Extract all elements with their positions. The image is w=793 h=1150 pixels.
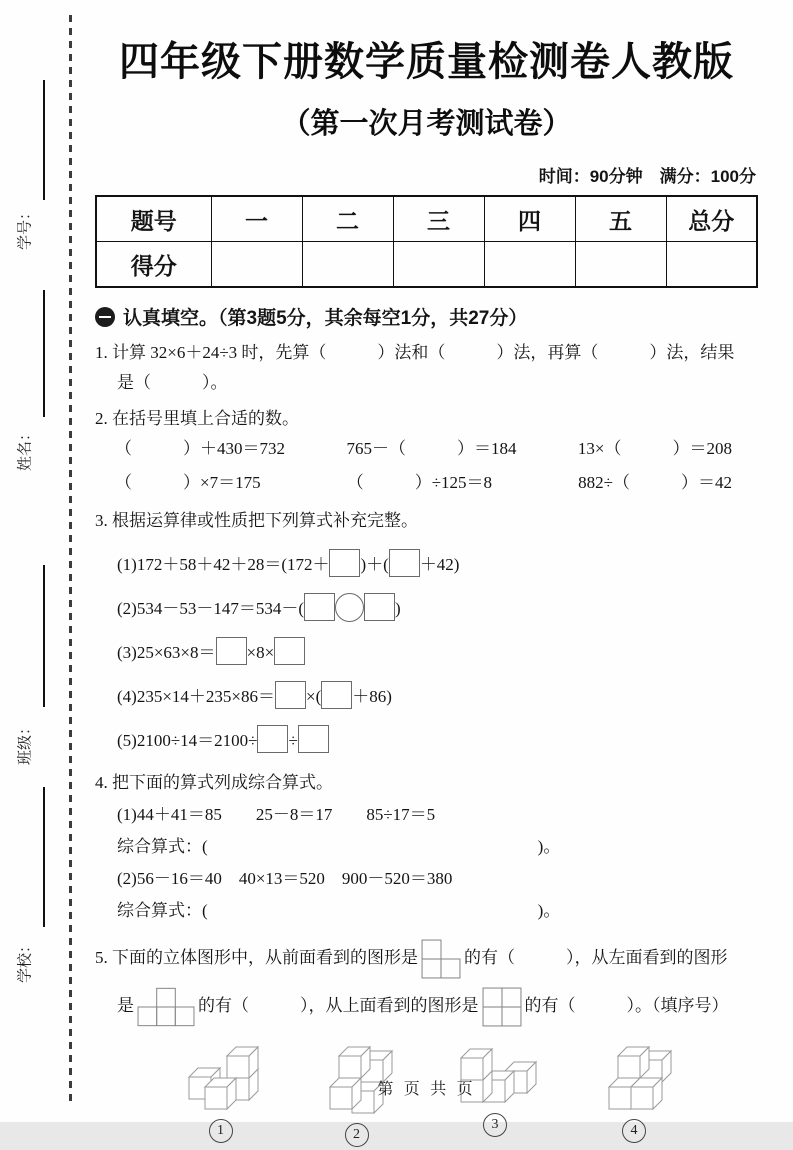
answer-box [321,681,352,709]
answer-box [274,637,305,665]
score-header-cell: 一 [211,196,302,242]
q5-seg5: 的有（ ）。（填序号） [524,996,729,1015]
q3-i5-seg1: (5)2100÷14＝2100÷ [117,731,258,750]
question-5-line-2 [95,982,758,1030]
name-label: 姓名： [17,426,34,472]
q4-equations-2: (2)56－16＝40 40×13＝520 900－520＝380 [117,869,453,888]
answer-box [329,549,360,577]
question-1-line-2: 是（ ）。 [117,373,228,392]
section-1-header [95,303,758,330]
q5-seg4: 的有（ ），从上面看到的图形是 [198,996,479,1015]
answer-box [304,593,335,621]
answer-box [216,637,247,665]
q4-answer-label: 综合算式：( [117,901,208,920]
question-1 [95,338,758,398]
answer-box [364,593,395,621]
q2-expression: 765－（ ）＝184 [346,439,517,458]
score-cell [211,242,302,288]
question-4 [95,768,758,926]
score-header-cell: 二 [302,196,393,242]
binding-dashed-line [69,15,72,1107]
q3-item-2 [95,593,758,624]
score-cell [666,242,757,288]
q3-i3-seg1: (3)25×63×8＝ [117,643,216,662]
class-writing-line [43,565,45,707]
paper-subtitle: （第一次月考测试卷） [281,108,572,140]
question-2-stem: 2. 在括号里填上合适的数。 [95,409,299,428]
score-table [95,195,758,288]
figure-label-1: 1 [209,1119,233,1143]
q3-item-3 [95,637,758,668]
answer-box [389,549,420,577]
q3-item-4 [95,681,758,712]
score-header-cell: 五 [575,196,666,242]
score-header-cell: 总分 [666,196,757,242]
figure-label-4: 4 [622,1119,646,1143]
question-1-line-1: 1. 计算 32×6＋24÷3 时，先算（ ）法和（ ）法，再算（ ）法，结果 [95,343,735,362]
top-view-shape-icon [482,987,522,1027]
school-label: 学校： [17,938,34,984]
q2-expression: （ ）＋430＝732 [115,439,285,458]
q2-expression: 13×（ ）＝208 [577,439,732,458]
score-table-score-row [96,242,757,288]
question-2 [95,404,758,498]
answer-box [275,681,306,709]
q3-i1-seg2: )＋( [360,555,389,574]
time-score-info: 时间：90分钟 满分：100分 [538,167,756,186]
q5-seg2: 的有（ ），从左面看到的图形 [464,948,728,967]
student-id-writing-line [43,80,45,200]
question-3 [95,506,758,756]
figure-label-2: 2 [345,1123,369,1147]
score-header-cell: 题号 [96,196,211,242]
q4-answer-label: 综合算式：( [117,837,208,856]
q2-expression: （ ）÷125＝8 [346,473,493,492]
q4-equations-1: (1)44＋41＝85 25－8＝17 85÷17＝5 [117,805,436,824]
figure-label-3: 3 [483,1113,507,1137]
q3-i3-seg2: ×8× [246,643,275,662]
question-2-row-2 [95,468,758,498]
score-row-label: 得分 [96,242,211,288]
left-view-shape-icon [137,987,195,1027]
score-cell [575,242,666,288]
q3-i1-seg1: (1)172＋58＋42＋28＝(172＋ [117,555,330,574]
question-3-stem: 3. 根据运算律或性质把下列算式补充完整。 [95,511,418,530]
score-header-cell: 三 [393,196,484,242]
section-1-title: 认真填空。（第3题5分，其余每空1分，共27分） [123,308,528,329]
q3-item-1 [95,549,758,580]
score-header-cell: 四 [484,196,575,242]
section-number-icon [95,307,115,327]
question-5-line-1 [95,934,758,982]
paper-content [95,0,758,1147]
q3-i4-seg2: ×( [306,687,322,706]
answer-box [298,725,329,753]
score-cell [393,242,484,288]
q5-seg1: 5. 下面的立体图形中，从前面看到的图形是 [95,948,418,967]
paper-title: 四年级下册数学质量检测卷人教版 [119,40,734,84]
question-2-row-1 [95,434,758,464]
q3-i2-seg2: ) [394,599,401,618]
score-cell [302,242,393,288]
q3-i4-seg3: ＋86) [352,687,392,706]
q3-i5-seg2: ÷ [288,731,298,750]
school-writing-line [43,787,45,927]
answer-box [257,725,288,753]
q3-i4-seg1: (4)235×14＋235×86＝ [117,687,275,706]
class-label: 班级： [17,720,34,766]
q2-expression: （ ）×7＝175 [115,473,261,492]
q4-answer-line-1 [95,832,758,862]
name-writing-line [43,290,45,417]
q5-seg3: 是 [117,996,134,1015]
q3-item-5 [95,725,758,756]
question-4-stem: 4. 把下面的算式列成综合算式。 [95,773,333,792]
operator-circle [335,593,364,622]
q2-expression: 882÷（ ）＝42 [578,473,732,492]
score-cell [484,242,575,288]
q3-i2-seg1: (2)534－53－147＝534－( [117,599,304,618]
question-5 [95,934,758,1147]
q4-answer-close: )。 [537,837,561,856]
page-footer: 第 页 共 页 [377,1081,476,1098]
q4-answer-close: )。 [537,901,561,920]
score-table-header-row [96,196,757,242]
q4-answer-line-2 [95,896,758,926]
student-id-label: 学号： [17,205,34,251]
front-view-shape-icon [421,939,461,979]
q3-i1-seg3: ＋42) [419,555,460,574]
